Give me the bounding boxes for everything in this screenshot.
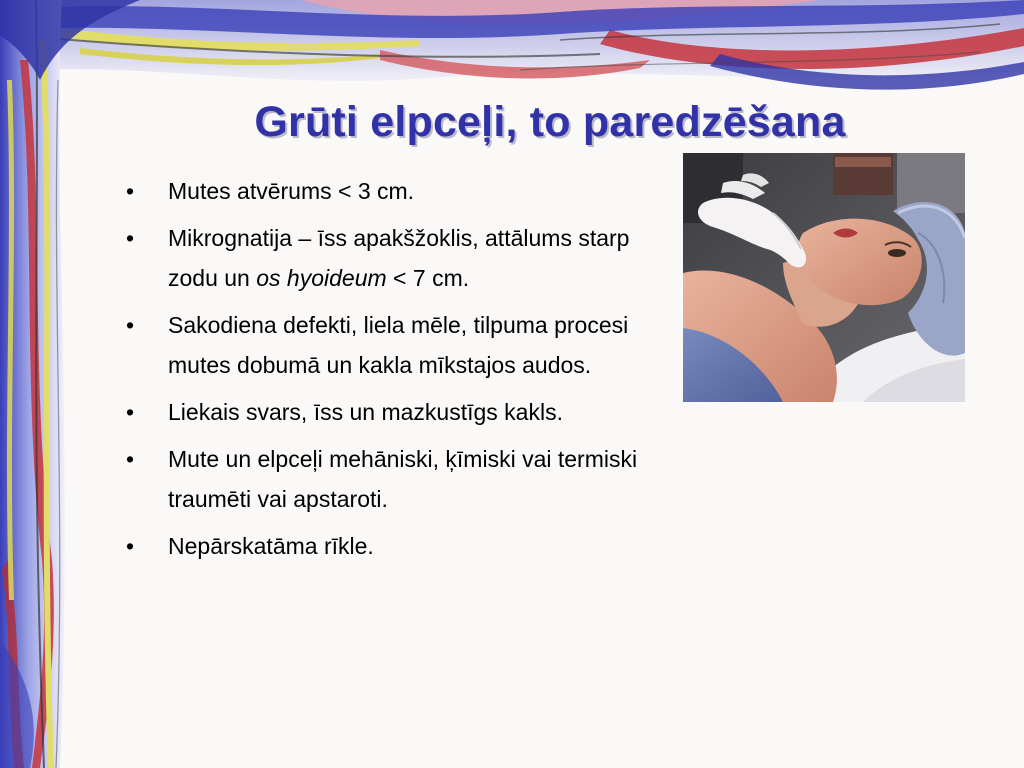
bullet-list	[126, 171, 646, 573]
bullet-dot: •	[126, 399, 135, 425]
bullet-dot: •	[126, 178, 135, 204]
bullet-dot: •	[126, 533, 135, 559]
bullet-text: Mute un elpceļi mehāniski, ķīmiski vai termiski traumēti vai apstaroti.	[168, 446, 638, 512]
bullet-dot: •	[126, 225, 135, 251]
bullet-item	[126, 171, 646, 211]
bullet-text: Nepārskatāma rīkle.	[168, 533, 374, 559]
bullet-dot: •	[126, 312, 135, 338]
patient-airway-exam-photo	[683, 153, 965, 402]
bullet-text: Sakodiena defekti, liela mēle, tilpuma procesi mutes dobumā un kakla mīkstajos audos.	[168, 312, 629, 378]
bullet-item	[126, 439, 646, 519]
bullet-text-italic: os hyoideum	[256, 265, 387, 291]
bullet-item	[126, 218, 646, 298]
bullet-dot: •	[126, 446, 135, 472]
bullet-item	[126, 526, 646, 566]
bullet-item	[126, 392, 646, 432]
bullet-text: Mikrognatija – īss apakšžoklis, attālums starp zodu un	[168, 225, 630, 291]
bullet-text-end: < 7 cm.	[386, 265, 470, 291]
bullet-item	[126, 305, 646, 385]
bullet-text: Liekais svars, īss un mazkustīgs kakls.	[168, 399, 563, 425]
slide-title: Grūti elpceļi, to paredzēšana	[254, 98, 846, 146]
bullet-text: Mutes atvērums < 3 cm.	[168, 178, 415, 204]
